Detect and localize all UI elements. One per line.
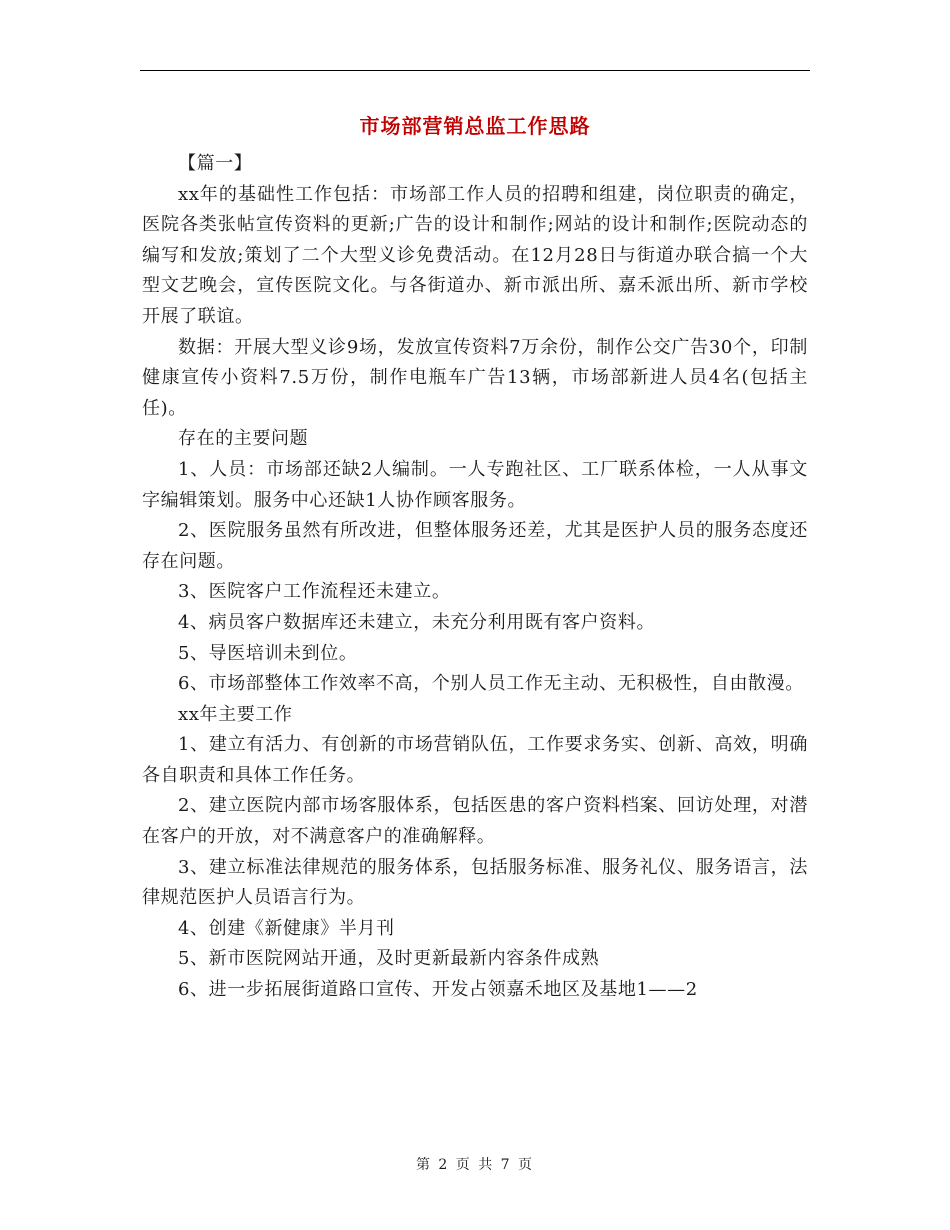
list-item: 1、人员：市场部还缺2人编制。一人专跑社区、工厂联系体检，一人从事文字编辑策划。服务中心还缺1人协作顾客服务。 bbox=[142, 458, 808, 511]
list-item: 6、进一步拓展街道路口宣传、开发占领嘉禾地区及基地1——2 bbox=[178, 979, 698, 1001]
list-item: 5、导医培训未到位。 bbox=[178, 642, 358, 664]
document-title: 市场部营销总监工作思路 bbox=[359, 114, 591, 138]
page-number: 第 2 页 共 7 页 bbox=[415, 1157, 535, 1173]
section-heading: 【篇一】 bbox=[178, 153, 253, 174]
list-item: 3、建立标准法律规范的服务体系，包括服务标准、服务礼仪、服务语言，法律规范医护人员语言行为。 bbox=[142, 856, 808, 909]
list-item: 6、市场部整体工作效率不高，个别人员工作无主动、无积极性，自由散漫。 bbox=[178, 673, 804, 695]
list-item: 4、创建《新健康》半月刊 bbox=[178, 917, 395, 939]
list-item: 2、建立医院内部市场客服体系，包括医患的客户资料档案、回访处理，对潜在客户的开放，对不满意客户的准确解释。 bbox=[142, 795, 808, 848]
subheading: xx年主要工作 bbox=[178, 703, 293, 725]
paragraph: xx年的基础性工作包括：市场部工作人员的招聘和组建，岗位职责的确定，医院各类张帖宣传资料的更新;广告的设计和制作;网站的设计和制作;医院动态的编写和发放;策划了二个大型义诊免费活动。在12月28日与街道办联合搞一个大型文艺晚会，宣传医院文化。与各街道办、新市派出所、嘉禾派出所、新市学校开展了联谊。 bbox=[142, 183, 808, 327]
list-item: 5、新市医院网站开通，及时更新最新内容条件成熟 bbox=[178, 948, 600, 970]
paragraph: 数据：开展大型义诊9场，发放宣传资料7万余份，制作公交广告30个，印制健康宣传小资料7.5万份，制作电瓶车广告13辆，市场部新进人员4名(包括主任)。 bbox=[142, 336, 808, 419]
subheading: 存在的主要问题 bbox=[178, 428, 309, 450]
header-rule bbox=[140, 70, 810, 71]
list-item: 4、病员客户数据库还未建立，未充分利用既有客户资料。 bbox=[178, 611, 656, 633]
document-body bbox=[142, 149, 808, 1006]
list-item: 2、医院服务虽然有所改进，但整体服务还差，尤其是医护人员的服务态度还存在问题。 bbox=[142, 520, 808, 572]
list-item: 1、建立有活力、有创新的市场营销队伍，工作要求务实、创新、高效，明确各自职责和具体工作任务。 bbox=[142, 734, 808, 786]
list-item: 3、医院客户工作流程还未建立。 bbox=[178, 581, 451, 603]
